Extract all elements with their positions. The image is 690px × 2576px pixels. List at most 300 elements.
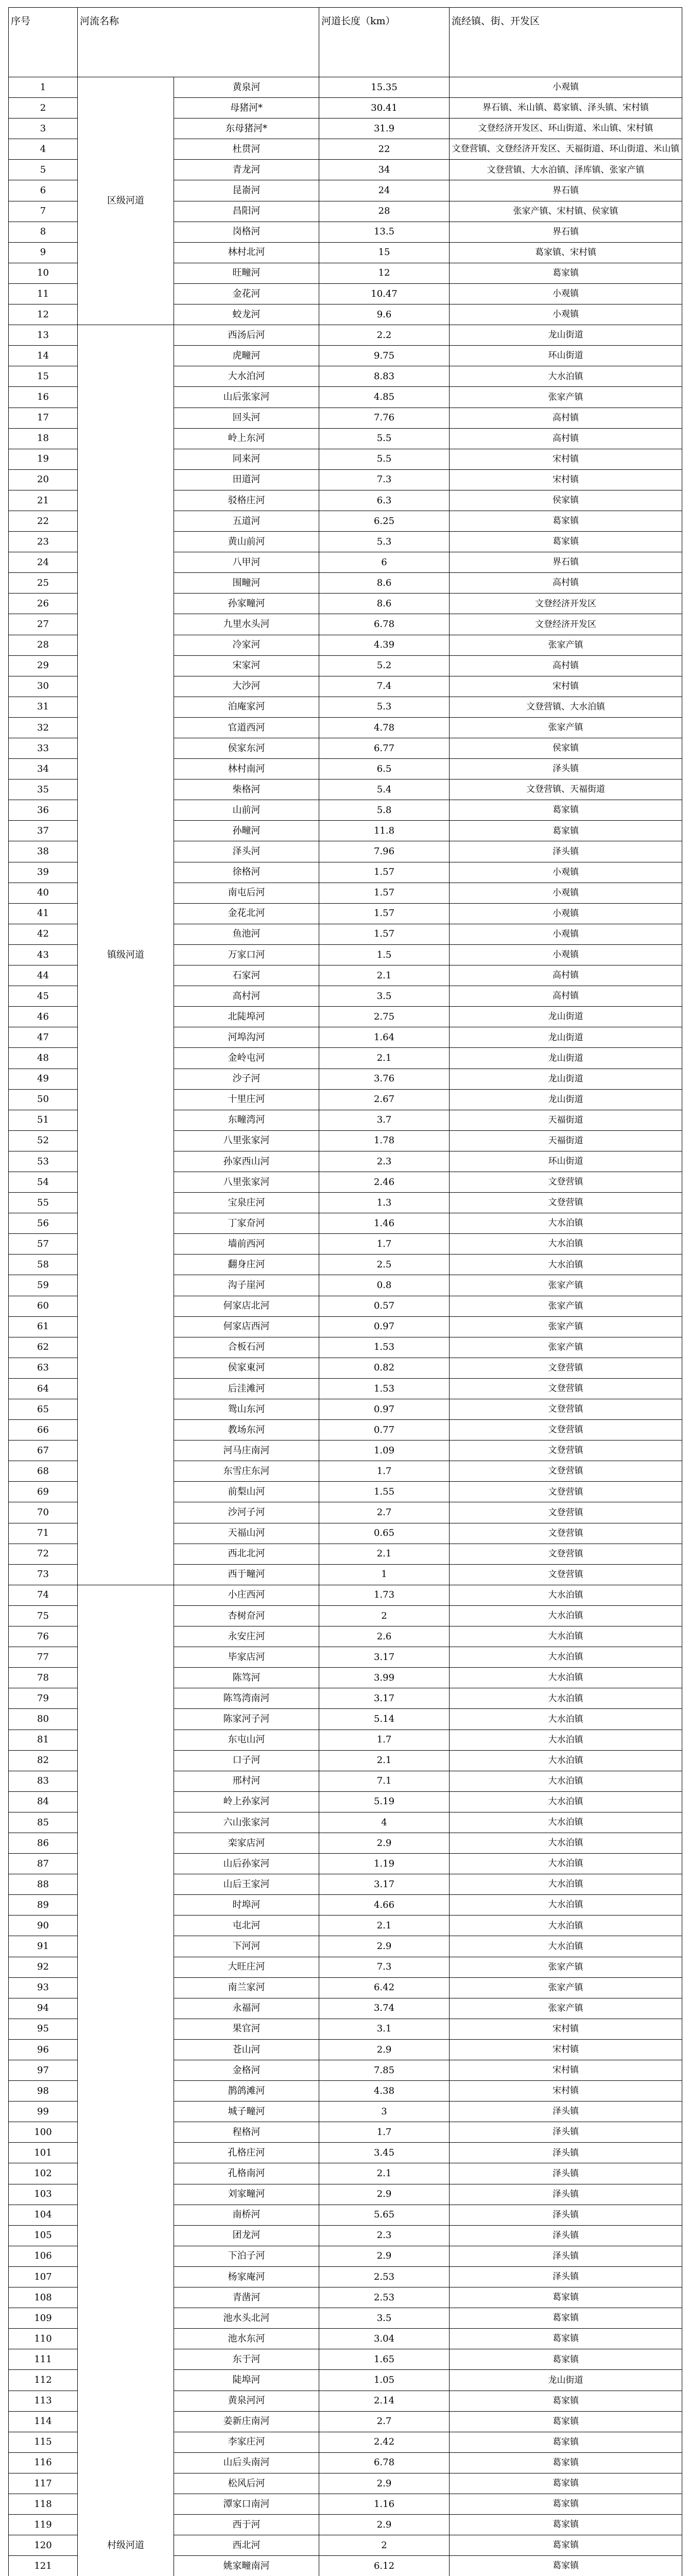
river-name: 永安庄河 bbox=[174, 1626, 319, 1647]
river-length: 3.45 bbox=[319, 2143, 450, 2163]
river-name: 河马庄南河 bbox=[174, 1440, 319, 1461]
river-location: 大水泊镇 bbox=[450, 366, 682, 387]
row-index: 67 bbox=[9, 1440, 78, 1461]
river-name: 北陡埠河 bbox=[174, 1007, 319, 1027]
row-index: 55 bbox=[9, 1193, 78, 1213]
river-name: 山前河 bbox=[174, 800, 319, 821]
river-name: 苍山河 bbox=[174, 2039, 319, 2060]
river-length: 7.76 bbox=[319, 408, 450, 428]
river-name: 刘家疃河 bbox=[174, 2184, 319, 2205]
river-length: 1.7 bbox=[319, 1461, 450, 1482]
river-name: 八甲河 bbox=[174, 552, 319, 573]
river-location: 文登营镇 bbox=[450, 1399, 682, 1420]
row-index: 68 bbox=[9, 1461, 78, 1482]
river-location: 小观镇 bbox=[450, 903, 682, 924]
river-length: 6.78 bbox=[319, 614, 450, 635]
river-location: 龙山街道 bbox=[450, 325, 682, 346]
row-index: 8 bbox=[9, 222, 78, 242]
river-name: 陈笃湾南河 bbox=[174, 1688, 319, 1709]
row-index: 86 bbox=[9, 1833, 78, 1853]
river-length: 2.9 bbox=[319, 1936, 450, 1957]
river-location: 葛家镇 bbox=[450, 2515, 682, 2535]
row-index: 121 bbox=[9, 2556, 78, 2576]
row-index: 36 bbox=[9, 800, 78, 821]
river-name: 高村河 bbox=[174, 986, 319, 1007]
river-length: 1.5 bbox=[319, 944, 450, 965]
row-index: 78 bbox=[9, 1668, 78, 1688]
row-index: 59 bbox=[9, 1275, 78, 1296]
row-index: 26 bbox=[9, 594, 78, 614]
river-length: 2.75 bbox=[319, 1007, 450, 1027]
river-length: 2.46 bbox=[319, 1172, 450, 1192]
row-index: 39 bbox=[9, 862, 78, 883]
river-length: 0.8 bbox=[319, 1275, 450, 1296]
row-index: 103 bbox=[9, 2184, 78, 2205]
river-name: 宝泉庄河 bbox=[174, 1193, 319, 1213]
river-length: 2.1 bbox=[319, 1916, 450, 1936]
river-length: 2.1 bbox=[319, 1544, 450, 1564]
river-location: 葛家镇 bbox=[450, 532, 682, 552]
river-name: 田道河 bbox=[174, 469, 319, 490]
river-length: 1.7 bbox=[319, 2122, 450, 2143]
river-name: 毕家店河 bbox=[174, 1647, 319, 1668]
row-index: 31 bbox=[9, 697, 78, 717]
river-length: 2.9 bbox=[319, 2473, 450, 2494]
river-name: 林村南河 bbox=[174, 759, 319, 779]
row-index: 40 bbox=[9, 883, 78, 903]
row-index: 87 bbox=[9, 1854, 78, 1874]
row-index: 119 bbox=[9, 2515, 78, 2535]
row-index: 62 bbox=[9, 1337, 78, 1358]
river-length: 6.78 bbox=[319, 2452, 450, 2473]
river-length: 0.77 bbox=[319, 1420, 450, 1440]
river-location: 侯家镇 bbox=[450, 490, 682, 511]
row-index: 63 bbox=[9, 1358, 78, 1378]
row-index: 13 bbox=[9, 325, 78, 346]
row-index: 112 bbox=[9, 2370, 78, 2391]
row-index: 24 bbox=[9, 552, 78, 573]
river-location: 大水泊镇 bbox=[450, 1730, 682, 1750]
river-length: 7.3 bbox=[319, 469, 450, 490]
river-length: 7.96 bbox=[319, 841, 450, 862]
river-length: 4 bbox=[319, 1812, 450, 1833]
river-length: 1.57 bbox=[319, 862, 450, 883]
river-name: 池水头北河 bbox=[174, 2308, 319, 2329]
river-name: 昌阳河 bbox=[174, 201, 319, 222]
row-index: 37 bbox=[9, 821, 78, 841]
river-location: 小观镇 bbox=[450, 283, 682, 304]
river-location: 小观镇 bbox=[450, 883, 682, 903]
row-index: 95 bbox=[9, 2019, 78, 2039]
row-index: 102 bbox=[9, 2163, 78, 2184]
row-index: 120 bbox=[9, 2535, 78, 2556]
river-length: 2.2 bbox=[319, 325, 450, 346]
river-location: 张家产镇 bbox=[450, 1275, 682, 1296]
row-index: 38 bbox=[9, 841, 78, 862]
river-location: 文登营镇 bbox=[450, 1172, 682, 1192]
river-location: 文登经济开发区、环山街道、米山镇、宋村镇 bbox=[450, 118, 682, 139]
river-length: 1.46 bbox=[319, 1213, 450, 1234]
river-location: 大水泊镇 bbox=[450, 1916, 682, 1936]
row-index: 82 bbox=[9, 1750, 78, 1771]
river-location: 大水泊镇 bbox=[450, 1234, 682, 1255]
river-location: 宋村镇 bbox=[450, 2060, 682, 2081]
river-length: 1.7 bbox=[319, 1234, 450, 1255]
river-location: 大水泊镇 bbox=[450, 1647, 682, 1668]
river-length: 3.17 bbox=[319, 1647, 450, 1668]
row-index: 110 bbox=[9, 2329, 78, 2349]
river-location: 文登营镇 bbox=[450, 1523, 682, 1544]
river-location: 张家产镇 bbox=[450, 1337, 682, 1358]
river-name: 宋家河 bbox=[174, 655, 319, 676]
river-name: 下泊子河 bbox=[174, 2246, 319, 2266]
river-name: 西汤后河 bbox=[174, 325, 319, 346]
river-name: 青凿河 bbox=[174, 2287, 319, 2308]
river-name: 丁家夼河 bbox=[174, 1213, 319, 1234]
row-index: 20 bbox=[9, 469, 78, 490]
river-name: 孙家西山河 bbox=[174, 1151, 319, 1172]
row-index: 117 bbox=[9, 2473, 78, 2494]
river-length: 0.82 bbox=[319, 1358, 450, 1378]
row-index: 49 bbox=[9, 1069, 78, 1089]
river-length: 2.42 bbox=[319, 2432, 450, 2452]
row-index: 66 bbox=[9, 1420, 78, 1440]
row-index: 84 bbox=[9, 1791, 78, 1812]
row-index: 58 bbox=[9, 1255, 78, 1275]
river-length: 1.16 bbox=[319, 2494, 450, 2514]
river-name: 八里张家河 bbox=[174, 1172, 319, 1192]
row-index: 12 bbox=[9, 304, 78, 325]
river-name: 蛟龙河 bbox=[174, 304, 319, 325]
river-location: 葛家镇 bbox=[450, 2473, 682, 2494]
river-length: 5.3 bbox=[319, 532, 450, 552]
river-length: 6.3 bbox=[319, 490, 450, 511]
river-location: 葛家镇 bbox=[450, 2308, 682, 2329]
river-name: 徐格河 bbox=[174, 862, 319, 883]
row-index: 44 bbox=[9, 965, 78, 986]
river-length: 5.14 bbox=[319, 1709, 450, 1730]
river-length: 4.85 bbox=[319, 387, 450, 408]
river-name: 翻身庄河 bbox=[174, 1255, 319, 1275]
row-index: 46 bbox=[9, 1007, 78, 1027]
river-name: 八里张家河 bbox=[174, 1130, 319, 1151]
river-length: 8.6 bbox=[319, 594, 450, 614]
river-name: 杜贯河 bbox=[174, 139, 319, 160]
river-location: 宋村镇 bbox=[450, 676, 682, 697]
river-length: 30.41 bbox=[319, 98, 450, 118]
river-name: 时埠河 bbox=[174, 1895, 319, 1916]
river-location: 小观镇 bbox=[450, 944, 682, 965]
row-index: 101 bbox=[9, 2143, 78, 2163]
river-length: 6.12 bbox=[319, 2556, 450, 2576]
river-location: 葛家镇 bbox=[450, 800, 682, 821]
river-location: 大水泊镇 bbox=[450, 1854, 682, 1874]
river-location: 张家产镇 bbox=[450, 1957, 682, 1977]
river-name: 岭上孙家河 bbox=[174, 1791, 319, 1812]
river-length: 5.2 bbox=[319, 655, 450, 676]
river-location: 张家产镇 bbox=[450, 1296, 682, 1316]
row-index: 43 bbox=[9, 944, 78, 965]
river-name: 团龙河 bbox=[174, 2225, 319, 2246]
row-index: 79 bbox=[9, 1688, 78, 1709]
river-length: 1.64 bbox=[319, 1027, 450, 1048]
river-location: 文登营镇、文登经济开发区、天福街道、环山街道、米山镇 bbox=[450, 139, 682, 160]
river-length: 5.4 bbox=[319, 779, 450, 800]
row-index: 50 bbox=[9, 1089, 78, 1110]
river-location: 葛家镇 bbox=[450, 2391, 682, 2411]
row-index: 2 bbox=[9, 98, 78, 118]
river-location: 泽头镇 bbox=[450, 2246, 682, 2266]
row-index: 7 bbox=[9, 201, 78, 222]
river-location: 小观镇 bbox=[450, 862, 682, 883]
river-location: 大水泊镇 bbox=[450, 1771, 682, 1791]
row-index: 29 bbox=[9, 655, 78, 676]
row-index: 106 bbox=[9, 2246, 78, 2266]
river-length: 1.57 bbox=[319, 903, 450, 924]
row-index: 89 bbox=[9, 1895, 78, 1916]
river-length: 4.78 bbox=[319, 717, 450, 738]
river-length: 11.8 bbox=[319, 821, 450, 841]
river-location: 高村镇 bbox=[450, 573, 682, 594]
river-name: 万家口河 bbox=[174, 944, 319, 965]
river-location: 大水泊镇 bbox=[450, 1895, 682, 1916]
river-location: 小观镇 bbox=[450, 77, 682, 98]
row-index: 42 bbox=[9, 924, 78, 944]
river-location: 泽头镇 bbox=[450, 759, 682, 779]
river-location: 葛家镇 bbox=[450, 2329, 682, 2349]
row-index: 114 bbox=[9, 2411, 78, 2432]
river-name: 邢村河 bbox=[174, 1771, 319, 1791]
river-length: 0.65 bbox=[319, 1523, 450, 1544]
river-name: 泊庵家河 bbox=[174, 697, 319, 717]
river-location: 葛家镇 bbox=[450, 2432, 682, 2452]
river-location: 葛家镇、宋村镇 bbox=[450, 242, 682, 263]
river-name: 十里庄河 bbox=[174, 1089, 319, 1110]
river-location: 龙山街道 bbox=[450, 1007, 682, 1027]
river-length: 2.53 bbox=[319, 2287, 450, 2308]
row-index: 69 bbox=[9, 1482, 78, 1502]
river-location: 张家产镇 bbox=[450, 1998, 682, 2019]
river-length: 15.35 bbox=[319, 77, 450, 98]
river-location: 葛家镇 bbox=[450, 2494, 682, 2514]
river-length: 28 bbox=[319, 201, 450, 222]
river-location: 高村镇 bbox=[450, 428, 682, 449]
header-index: 序号 bbox=[9, 8, 78, 77]
river-name: 小庄西河 bbox=[174, 1585, 319, 1605]
river-location: 文登经济开发区 bbox=[450, 594, 682, 614]
river-table-body bbox=[9, 8, 682, 2576]
row-index: 30 bbox=[9, 676, 78, 697]
river-location: 葛家镇 bbox=[450, 2349, 682, 2370]
river-name: 后洼滩河 bbox=[174, 1378, 319, 1399]
river-name: 虎疃河 bbox=[174, 346, 319, 366]
row-index: 15 bbox=[9, 366, 78, 387]
river-length: 3 bbox=[319, 2102, 450, 2122]
river-name: 大旺庄河 bbox=[174, 1957, 319, 1977]
river-length: 2.1 bbox=[319, 1048, 450, 1069]
row-index: 16 bbox=[9, 387, 78, 408]
river-location: 大水泊镇 bbox=[450, 1750, 682, 1771]
river-length: 3.5 bbox=[319, 986, 450, 1007]
river-length: 2.67 bbox=[319, 1089, 450, 1110]
river-location: 大水泊镇 bbox=[450, 1936, 682, 1957]
river-name: 城子疃河 bbox=[174, 2102, 319, 2122]
river-location: 大水泊镇 bbox=[450, 1213, 682, 1234]
river-location: 界石镇 bbox=[450, 222, 682, 242]
river-length: 34 bbox=[319, 160, 450, 180]
river-location: 泽头镇 bbox=[450, 2163, 682, 2184]
river-name: 西北河 bbox=[174, 2535, 319, 2556]
row-index: 85 bbox=[9, 1812, 78, 1833]
river-location: 文登经济开发区 bbox=[450, 614, 682, 635]
river-location: 宋村镇 bbox=[450, 2019, 682, 2039]
river-location: 文登营镇 bbox=[450, 1420, 682, 1440]
row-index: 34 bbox=[9, 759, 78, 779]
river-location: 宋村镇 bbox=[450, 2081, 682, 2102]
river-location: 泽头镇 bbox=[450, 2143, 682, 2163]
river-length: 2.14 bbox=[319, 2391, 450, 2411]
river-name: 西于疃河 bbox=[174, 1564, 319, 1585]
river-location: 环山街道 bbox=[450, 1151, 682, 1172]
river-name: 东雪庄东河 bbox=[174, 1461, 319, 1482]
row-index: 93 bbox=[9, 1977, 78, 1998]
table-header-row bbox=[9, 8, 682, 77]
row-index: 98 bbox=[9, 2081, 78, 2102]
river-length: 6.25 bbox=[319, 511, 450, 531]
river-name: 鱼池河 bbox=[174, 924, 319, 944]
row-index: 35 bbox=[9, 779, 78, 800]
river-length: 5.8 bbox=[319, 800, 450, 821]
river-length: 8.6 bbox=[319, 573, 450, 594]
river-name: 松风后河 bbox=[174, 2473, 319, 2494]
row-index: 57 bbox=[9, 1234, 78, 1255]
river-location: 张家产镇、宋村镇、侯家镇 bbox=[450, 201, 682, 222]
row-index: 118 bbox=[9, 2494, 78, 2514]
river-name: 五道河 bbox=[174, 511, 319, 531]
river-location: 界石镇 bbox=[450, 552, 682, 573]
river-location: 泽头镇 bbox=[450, 2205, 682, 2225]
river-name: 大水泊河 bbox=[174, 366, 319, 387]
river-location: 葛家镇 bbox=[450, 263, 682, 283]
row-index: 83 bbox=[9, 1771, 78, 1791]
river-name: 河埠沟河 bbox=[174, 1027, 319, 1048]
row-index: 97 bbox=[9, 2060, 78, 2081]
row-index: 88 bbox=[9, 1874, 78, 1895]
river-location: 界石镇 bbox=[450, 180, 682, 201]
river-name: 东于河 bbox=[174, 2349, 319, 2370]
row-index: 65 bbox=[9, 1399, 78, 1420]
row-index: 71 bbox=[9, 1523, 78, 1544]
river-name: 墙前西河 bbox=[174, 1234, 319, 1255]
river-location: 葛家镇 bbox=[450, 821, 682, 841]
river-length: 22 bbox=[319, 139, 450, 160]
river-location: 文登营镇 bbox=[450, 1482, 682, 1502]
river-length: 13.5 bbox=[319, 222, 450, 242]
river-length: 9.6 bbox=[319, 304, 450, 325]
row-index: 60 bbox=[9, 1296, 78, 1316]
row-index: 9 bbox=[9, 242, 78, 263]
row-index: 11 bbox=[9, 283, 78, 304]
row-index: 14 bbox=[9, 346, 78, 366]
river-name: 姜新庄南河 bbox=[174, 2411, 319, 2432]
river-name: 陡埠河 bbox=[174, 2370, 319, 2391]
river-location: 高村镇 bbox=[450, 408, 682, 428]
river-location: 宋村镇 bbox=[450, 449, 682, 469]
river-table bbox=[8, 7, 682, 2576]
river-location: 大水泊镇 bbox=[450, 1585, 682, 1605]
table-row bbox=[9, 1585, 682, 1605]
river-length: 1.19 bbox=[319, 1854, 450, 1874]
row-index: 76 bbox=[9, 1626, 78, 1647]
row-index: 19 bbox=[9, 449, 78, 469]
row-index: 109 bbox=[9, 2308, 78, 2329]
row-index: 96 bbox=[9, 2039, 78, 2060]
river-length: 2.9 bbox=[319, 2184, 450, 2205]
row-index: 54 bbox=[9, 1172, 78, 1192]
row-index: 45 bbox=[9, 986, 78, 1007]
row-index: 6 bbox=[9, 180, 78, 201]
river-name: 岗格河 bbox=[174, 222, 319, 242]
row-index: 116 bbox=[9, 2452, 78, 2473]
river-name: 程格河 bbox=[174, 2122, 319, 2143]
river-length: 0.97 bbox=[319, 1399, 450, 1420]
river-length: 2 bbox=[319, 2535, 450, 2556]
river-length: 2.7 bbox=[319, 2411, 450, 2432]
river-name: 黄泉河 bbox=[174, 77, 319, 98]
river-name: 昆嵛河 bbox=[174, 180, 319, 201]
river-location: 张家产镇 bbox=[450, 635, 682, 655]
river-length: 6.77 bbox=[319, 738, 450, 759]
row-index: 111 bbox=[9, 2349, 78, 2370]
river-location: 葛家镇 bbox=[450, 2452, 682, 2473]
river-length: 5.19 bbox=[319, 1791, 450, 1812]
river-name: 下河河 bbox=[174, 1936, 319, 1957]
row-index: 18 bbox=[9, 428, 78, 449]
river-length: 1.57 bbox=[319, 924, 450, 944]
river-length: 7.85 bbox=[319, 2060, 450, 2081]
row-index: 48 bbox=[9, 1048, 78, 1069]
row-index: 81 bbox=[9, 1730, 78, 1750]
river-name: 潭家口南河 bbox=[174, 2494, 319, 2514]
river-length: 2.6 bbox=[319, 1626, 450, 1647]
river-name: 教场东河 bbox=[174, 1420, 319, 1440]
row-index: 10 bbox=[9, 263, 78, 283]
table-row bbox=[9, 325, 682, 346]
river-location: 小观镇 bbox=[450, 304, 682, 325]
river-location: 泽头镇 bbox=[450, 841, 682, 862]
river-location: 龙山街道 bbox=[450, 1027, 682, 1048]
river-name: 石家河 bbox=[174, 965, 319, 986]
river-location: 大水泊镇 bbox=[450, 1709, 682, 1730]
row-index: 99 bbox=[9, 2102, 78, 2122]
river-location: 文登营镇、大水泊镇、泽库镇、张家产镇 bbox=[450, 160, 682, 180]
river-name: 母猪河* bbox=[174, 98, 319, 118]
river-location: 大水泊镇 bbox=[450, 1874, 682, 1895]
row-index: 61 bbox=[9, 1316, 78, 1337]
river-length: 3.04 bbox=[319, 2329, 450, 2349]
row-index: 22 bbox=[9, 511, 78, 531]
river-length: 6.42 bbox=[319, 1977, 450, 1998]
river-name: 西于河 bbox=[174, 2515, 319, 2535]
river-location: 高村镇 bbox=[450, 965, 682, 986]
river-length: 2.9 bbox=[319, 2515, 450, 2535]
river-name: 黄山前河 bbox=[174, 532, 319, 552]
river-length: 2.7 bbox=[319, 1502, 450, 1523]
river-name: 围疃河 bbox=[174, 573, 319, 594]
river-length: 15 bbox=[319, 242, 450, 263]
river-location: 侯家镇 bbox=[450, 738, 682, 759]
river-name: 金格河 bbox=[174, 2060, 319, 2081]
